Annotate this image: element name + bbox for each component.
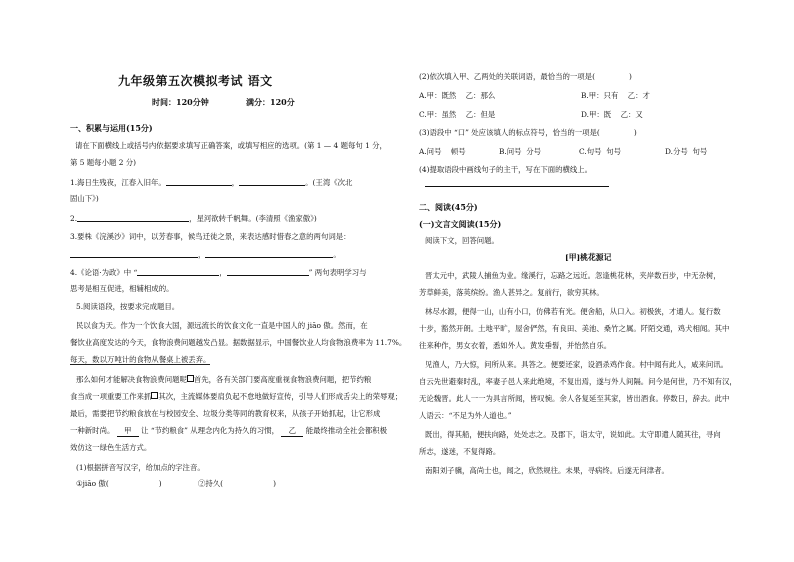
q1-suffix: 。(王湾《次北 [305, 178, 353, 187]
sub-question-1-a [76, 479, 162, 489]
q4-line [70, 267, 367, 278]
classical-line-8: 无论魏晋。此人一一为具言所闻，皆叹惋。余人各复延至其家，皆出酒食。停数日，辞去。此中 [419, 394, 730, 403]
q2-suffix: ，星河欲转千帆舞。(李清照《渔家傲》) [189, 214, 317, 223]
passage-line-6: 最后，需要把节约粮食放在与校园安全、垃圾分类等同的教育权来，从孩子开始抓起，让它形成 [70, 409, 381, 418]
rq3-opt-b-2: 分号 [526, 147, 542, 156]
classical-line-11: 所志，遂迷，不复得路。 [419, 447, 501, 456]
classical-line-12: 南阳刘子骥，高尚士也，闻之，欣然规往。未果，寻病终。后遂无问津者。 [425, 466, 669, 475]
rq3-opt-c-1: C.句号 [579, 147, 602, 156]
p2-text-b: 首先，各有关部门要高度重视食物浪费问题，把节约粮 [193, 375, 372, 384]
passage-line-1: 民以食为天。作为一个饮食大国，源远流长的饮食文化一直是中国人的 jiāo 傲。然而，在 [76, 321, 368, 330]
rq3-opt-c-2: 句号 [606, 147, 622, 156]
q2-prefix: 2. [70, 214, 78, 223]
passage-line-3 [70, 355, 210, 365]
classical-line-6: 见渔人，乃大惊，问所从来。具答之。便要还家，设酒杀鸡作食。村中闻有此人，咸来问讯。 [425, 360, 729, 369]
q2-line [70, 213, 317, 224]
q4-suffix: ” 两句表明学习与 [308, 268, 367, 277]
q3-blank-2[interactable] [205, 249, 333, 258]
q4-prefix: 4.《论语·为政》中 “ [70, 268, 138, 277]
classical-line-7: 自云先世避秦时乱，率妻子邑人来此绝境，不复出焉，遂与外人间隔。问今是何世，乃不知有汉， [419, 377, 737, 386]
q1-blank-2[interactable] [239, 177, 305, 186]
classical-line-2: 芳草鲜美，落英缤纷。渔人甚异之。复前行，欲穷其林。 [419, 288, 604, 297]
rq2-opt-b [581, 91, 650, 101]
rq3-opt-b [499, 147, 541, 157]
q1-line-2: 固山下》) [70, 194, 99, 203]
rq3-opt-a-1: A.问号 [419, 147, 442, 156]
passage-line-2: 餐饮业高度发达的今天，食物浪费问题越发凸显。据数据显示，中国餐饮业人均食物浪费率为 11.7%。 [70, 338, 407, 347]
q3-line-2 [70, 249, 341, 260]
q3-line-1: 3.要株《浣溪沙》词中，以芳春事，候鸟迁徒之景，来表达感时惜春之意的两句词是： [70, 232, 351, 241]
p2-text-g: 能最终推动全社会都积极 [305, 426, 388, 435]
passage-line-8: 效仿这一绿色生活方式。 [70, 443, 152, 452]
blank-jia: 甲 [117, 426, 139, 437]
sub1b-label: ②持久( [198, 479, 224, 488]
classical-line-10: 既出，得其船，便扶向路，处处志之。及郡下，诣太守，说如此。太守即遣人随其往，寻向 [425, 430, 721, 439]
sub-question-1: (1)根据拼音写汉字，给加点的字注音。 [76, 463, 205, 472]
rq2-opt-a-1: A.甲：既然 [419, 91, 457, 100]
q4-line-2: 思考是相互促进，相辅相成的。 [70, 284, 174, 293]
sub1b-close: ) [273, 479, 276, 488]
q5-line: 5.阅读语段，按要求完成题目。 [76, 302, 180, 311]
rq3-opt-d-2: 句号 [692, 147, 708, 156]
section1-heading: 一、积累与运用(15分) [70, 123, 153, 133]
rq4-line: (4)提取语段中画线句子的主干，写在下面的横线上。 [419, 165, 593, 174]
classical-line-5: 往来种作，男女衣着，悉如外人。黄发垂髫，并怡然自乐。 [419, 341, 612, 350]
q1-prefix: 1.海日生残夜，江春入旧年。 [70, 178, 166, 187]
passage-line-5 [70, 392, 402, 402]
rq2-opt-a [419, 91, 495, 101]
rq2-line [419, 72, 632, 82]
p2-text-e: 一种新时尚。 [70, 426, 115, 435]
classical-line-3: 林尽水源，便得一山，山有小口，仿佛若有光。便舍船，从口入。初极狭，才通人。复行数 [425, 307, 721, 316]
section2-heading: 二、阅读(45分) [419, 202, 478, 212]
rq2-text: (2)依次填入甲、乙两处的关联词语，最恰当的一项是( [419, 72, 595, 81]
rq3-line [419, 128, 637, 138]
classical-line-4: 十步，豁然开朗。土地平旷，屋舍俨然，有良田、美池、桑竹之属。阡陌交通，鸡犬相闻。其中 [419, 324, 730, 333]
rq3-close: ) [633, 128, 637, 137]
p2-text-d: 其次，主流媒体要肩负起不怠地做好宣传，引导人们形成舌尖上的荣辱观； [158, 392, 403, 401]
exam-time: 时间：120分钟 [152, 97, 209, 107]
rq3-opt-c [579, 147, 621, 157]
rq3-opt-a-2: 顿号 [450, 147, 466, 156]
q3-comma: ， [198, 250, 206, 259]
p2-text-f: 让 “节约粮食” 从理念内化为持久的习惯， [141, 426, 279, 435]
sub-question-1-b [198, 479, 276, 489]
rq3-text: (3)语段中 “口” 处应该填人的标点符号，恰当的一项是( [419, 128, 600, 137]
page-title: 九年级第五次模拟考试 语文 [118, 74, 273, 88]
passage-line-4 [76, 375, 371, 385]
underlined-sentence: 每天，数以万吨计的食物从餐桌上被丢弃。 [70, 355, 211, 364]
reading-instruction: 阅读下文，回答问题。 [425, 236, 499, 245]
rq2-opt-d-1: D.甲：既 [581, 110, 612, 119]
rq3-opt-b-1: B.问号 [499, 147, 522, 156]
classical-line-9: 人语云：“不足为外人道也。” [419, 411, 512, 420]
rq2-opt-c [419, 110, 495, 120]
rq2-opt-b-1: B.甲：只有 [581, 91, 619, 100]
sub1a-close: ) [158, 479, 162, 488]
rq3-opt-d [665, 147, 707, 157]
rq3-opt-a [419, 147, 466, 157]
rq2-close: ) [628, 72, 632, 81]
rq2-opt-d [581, 110, 643, 120]
classical-line-1: 晋太元中，武陵人捕鱼为业。缘溪行，忘路之远近。忽逢桃花林，夹岸数百步，中无杂树， [425, 271, 721, 280]
rq2-opt-a-2: 乙：那么 [465, 91, 496, 100]
classical-section-heading: (一)文言文阅读(15分) [419, 219, 502, 229]
q2-blank[interactable] [77, 213, 189, 222]
rq2-opt-c-1: C.甲：虽然 [419, 110, 457, 119]
q4-blank-1[interactable] [137, 267, 219, 276]
p2-text-a: 那么如何才能解决食物浪费问题呢 [76, 375, 187, 384]
q4-blank-2[interactable] [227, 267, 309, 276]
p2-text-c: 食当成一项重要工作来抓 [70, 392, 152, 401]
blank-yi: 乙 [281, 426, 303, 437]
q1-blank-1[interactable] [166, 177, 232, 186]
rq3-opt-d-1: D.分号 [665, 147, 688, 156]
passage-title: [甲]桃花源记 [565, 253, 612, 262]
passage-line-7 [70, 426, 387, 437]
instruction-line-1: 请在下面横线上或括号内依据要求填写正确答案，或填写相应的选项。(第 1 — 4 题每句 1 分， [75, 141, 387, 150]
rq2-opt-c-2: 乙：但是 [465, 110, 496, 119]
q4-comma: ， [219, 268, 227, 277]
q1-comma: ， [231, 178, 240, 187]
q3-period: 。 [333, 250, 341, 259]
instruction-line-2: 第 5 题每小题 2 分) [70, 158, 137, 167]
punct-box-1 [187, 375, 194, 382]
rq2-opt-d-2: 乙：又 [620, 110, 643, 119]
q1-line [70, 177, 352, 188]
exam-score: 满分：120分 [246, 97, 295, 107]
rq2-opt-b-2: 乙：才 [627, 91, 650, 100]
rq4-answer-line[interactable] [425, 186, 609, 187]
sub1a-label: ①jiāo 傲( [76, 479, 109, 488]
q3-blank-1[interactable] [70, 249, 198, 258]
